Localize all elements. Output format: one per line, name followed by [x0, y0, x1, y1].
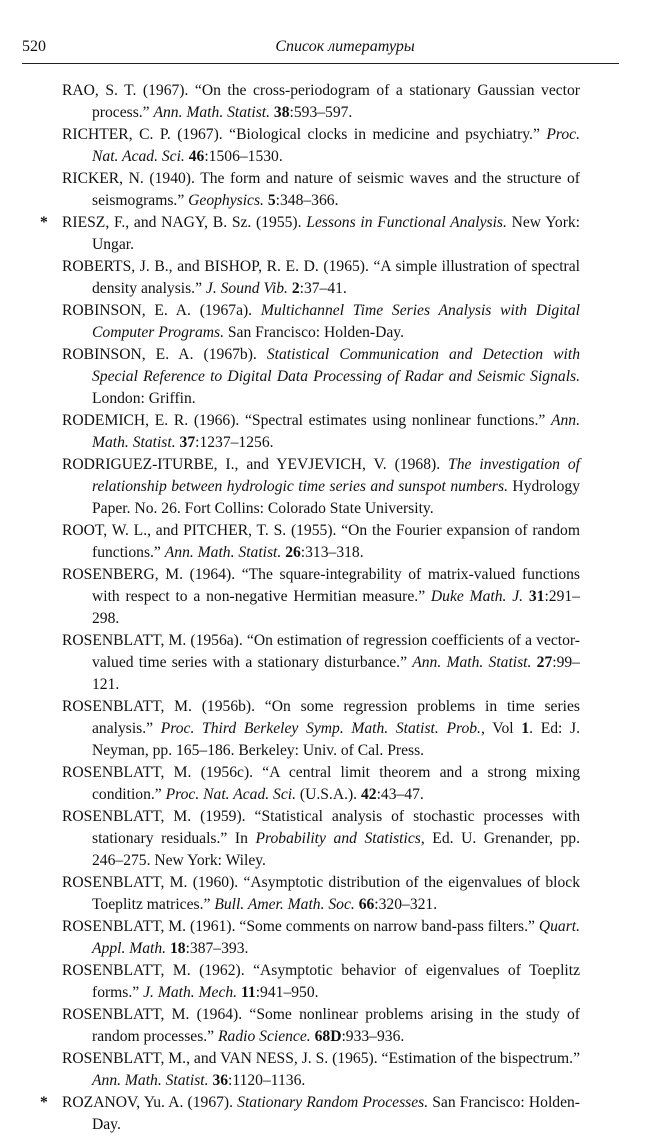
reference-entry	[62, 124, 580, 168]
reference-title-italic: Proc. Nat. Acad. Sci.	[165, 786, 296, 803]
reference-entry	[62, 806, 580, 872]
reference-volume: 18	[169, 940, 186, 957]
reference-title-italic: Ann. Math. Statist.	[92, 1072, 209, 1089]
reference-text: New York: Ungar.	[92, 214, 581, 253]
reference-text: :1237–1256.	[195, 434, 274, 451]
reference-text: ROSENBLATT, M. (1961). “Some comments on narrow band-pass filters.”	[62, 918, 539, 935]
header-rule	[22, 63, 619, 64]
reference-entry	[62, 454, 580, 520]
reference-title-italic: Ann. Math. Statist.	[412, 654, 532, 671]
reference-entry	[62, 630, 580, 696]
reference-text: ROBERTS, J. B., and BISHOP, R. E. D. (1965). “A simple illustration of spectral density analysis.”	[62, 258, 580, 297]
reference-volume: 26	[285, 544, 301, 561]
reference-entry	[62, 410, 580, 454]
asterisk-marker: *	[40, 1094, 48, 1111]
reference-text: ROOT, W. L., and PITCHER, T. S. (1955). “On the Fourier expansion of random functions.”	[62, 522, 580, 561]
reference-text: , Vol	[480, 720, 522, 737]
reference-entry	[62, 256, 580, 300]
reference-title-italic: Stationary Random Processes.	[237, 1094, 429, 1111]
reference-entry	[62, 80, 580, 124]
reference-volume: 38	[273, 104, 290, 121]
reference-title-italic: Ann. Math. Statist.	[92, 412, 580, 451]
reference-title-italic: Statistical Communication and Detection with Special Reference to Digital Data Processing of Radar and Seismic Signals.	[92, 346, 581, 385]
reference-text: ROSENBERG, M. (1964). “The square-integrability of matrix-valued functions with respect to a non-negative Hermitian measure.”	[62, 566, 580, 605]
reference-text: :43–47.	[376, 786, 424, 803]
reference-text: :387–393.	[185, 940, 249, 957]
reference-title-italic: Quart. Appl. Math.	[92, 918, 580, 957]
reference-entry	[62, 344, 580, 410]
reference-text: ROSENBLATT, M. (1962). “Asymptotic behavior of eigenvalues of Toeplitz forms.”	[62, 962, 580, 1001]
reference-title-italic: The investigation of relationship between hydrologic time series and sunspot numbers.	[92, 456, 580, 495]
reference-text: :320–321.	[374, 896, 438, 913]
reference-entry	[62, 872, 580, 916]
reference-title-italic: Probability and Statistics	[255, 830, 421, 847]
reference-entry	[62, 916, 580, 960]
reference-entry	[62, 762, 580, 806]
reference-entry	[62, 300, 580, 344]
reference-text: ROSENBLATT, M. (1964). “Some nonlinear problems arising in the study of random processes.”	[62, 1006, 580, 1045]
reference-text: ROSENBLATT, M. (1959). “Statistical analysis of stochastic processes with stationary residuals.” In	[62, 808, 580, 847]
reference-volume: 2	[291, 280, 300, 297]
reference-entry	[62, 1004, 580, 1048]
reference-title-italic: Radio Science.	[218, 1028, 311, 1045]
reference-title-italic: Proc. Third Berkeley Symp. Math. Statist. Prob.	[160, 720, 481, 737]
reference-title-italic: Geophysics.	[188, 192, 264, 209]
reference-volume: 11	[240, 984, 256, 1001]
reference-text: :933–936.	[341, 1028, 405, 1045]
reference-text: :348–366.	[275, 192, 339, 209]
reference-text: :1506–1530.	[204, 148, 283, 165]
reference-title-italic: Proc. Nat. Acad. Sci.	[92, 126, 580, 165]
running-title: Список литературы	[275, 38, 415, 55]
reference-text: (U.S.A.).	[296, 786, 361, 803]
reference-text: London: Griffin.	[92, 390, 196, 407]
reference-volume: 68D	[314, 1028, 342, 1045]
reference-text: RODRIGUEZ-ITURBE, I., and YEVJEVICH, V. (1968).	[62, 456, 449, 473]
reference-text: :37–41.	[299, 280, 347, 297]
reference-text: , Ed. U. Grenander, pp. 246–275. New York: Wiley.	[92, 830, 580, 869]
reference-text: :313–318.	[300, 544, 364, 561]
reference-entry	[62, 564, 580, 630]
reference-text: :941–950.	[255, 984, 319, 1001]
reference-volume: 31	[528, 588, 545, 605]
reference-volume: 36	[212, 1072, 229, 1089]
reference-text: ROBINSON, E. A. (1967a).	[62, 302, 261, 319]
reference-volume: 37	[179, 434, 196, 451]
reference-text: ROSENBLATT, M. (1956c). “A central limit theorem and a strong mixing condition.”	[62, 764, 580, 803]
reference-volume: 66	[358, 896, 375, 913]
reference-volume: 1	[521, 720, 530, 737]
reference-volume: 5	[267, 192, 276, 209]
reference-title-italic: Ann. Math. Statist.	[164, 544, 282, 561]
reference-text: :593–597.	[289, 104, 353, 121]
reference-title-italic: Lessons in Functional Analysis.	[306, 214, 507, 231]
reference-text: San Francisco: Holden-Day.	[223, 324, 404, 341]
reference-entry	[62, 1048, 580, 1092]
reference-title-italic: Multichannel Time Series Analysis with Digital Computer Programs.	[92, 302, 580, 341]
reference-text: ROSENBLATT, M. (1956b). “On some regression problems in time series analysis.”	[62, 698, 580, 737]
reference-text: :99–121.	[92, 654, 580, 693]
reference-text: :291–298.	[92, 588, 580, 627]
reference-title-italic: Bull. Amer. Math. Soc.	[214, 896, 355, 913]
reference-entry	[62, 960, 580, 1004]
reference-text: ROSENBLATT, M. (1960). “Asymptotic distribution of the eigenvalues of block Toeplitz matrices.”	[62, 874, 580, 913]
reference-title-italic: Duke Math. J.	[430, 588, 524, 605]
page-number: 520	[22, 38, 46, 55]
reference-entry	[62, 520, 580, 564]
reference-text: San Francisco: Holden-Day.	[92, 1094, 580, 1133]
reference-entry	[40, 1092, 580, 1136]
reference-title-italic: J. Sound Vib.	[205, 280, 288, 297]
reference-text: Hydrology Paper. No. 26. Fort Collins: Colorado State University.	[92, 478, 580, 517]
reference-volume: 46	[188, 148, 205, 165]
reference-volume: 42	[360, 786, 377, 803]
reference-text: ROSENBLATT, M. (1956a). “On estimation of regression coefficients of a vector-valued time series with a stationary disturbance.”	[62, 632, 580, 671]
reference-text: RAO, S. T. (1967). “On the cross-periodogram of a stationary Gaussian vector process.”	[62, 82, 580, 121]
reference-volume: 27	[536, 654, 553, 671]
reference-entry	[40, 212, 581, 256]
asterisk-marker: *	[40, 214, 48, 231]
reference-text: ROSENBLATT, M., and VAN NESS, J. S. (1965). “Estimation of the bispectrum.”	[62, 1050, 580, 1067]
reference-text: :1120–1136.	[228, 1072, 306, 1089]
reference-list	[40, 80, 581, 1136]
reference-text: . Ed: J. Neyman, pp. 165–186. Berkeley: Univ. of Cal. Press.	[92, 720, 581, 759]
reference-entry	[62, 696, 580, 762]
reference-text: RIESZ, F., and NAGY, B. Sz. (1955).	[62, 214, 307, 231]
reference-title-italic: J. Math. Mech.	[143, 984, 238, 1001]
reference-text: RICKER, N. (1940). The form and nature of seismic waves and the structure of seismograms.”	[62, 170, 580, 209]
reference-text: ROZANOV, Yu. A. (1967).	[62, 1094, 238, 1111]
reference-title-italic: Ann. Math. Statist.	[153, 104, 271, 121]
reference-text: RICHTER, C. P. (1967). “Biological clocks in medicine and psychiatry.”	[62, 126, 547, 143]
reference-text: ROBINSON, E. A. (1967b).	[62, 346, 267, 363]
reference-text: RODEMICH, E. R. (1966). “Spectral estimates using nonlinear functions.”	[62, 412, 551, 429]
reference-entry	[62, 168, 580, 212]
